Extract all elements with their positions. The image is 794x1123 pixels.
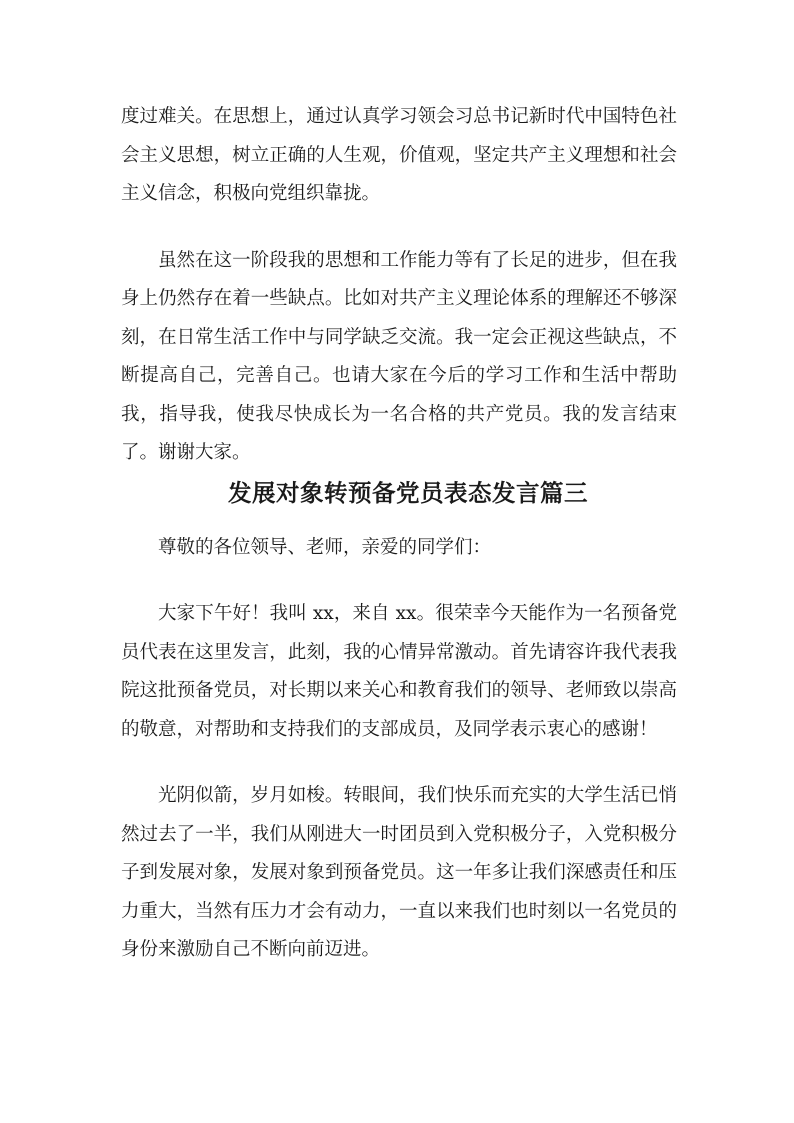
paragraph-shortcomings: 虽然在这一阶段我的思想和工作能力等有了长足的进步，但在我身上仍然存在着一些缺点。比如对共产主义理论体系的理解还不够深刻，在日常生活工作中与同学缺乏交流。我一定会正视这些缺点，不断提高自己，完善自己。也请大家在今后的学习工作和生活中帮助我，指导我，使我尽快成长为一名合格的共产党员。我的发言结束了。谢谢大家。 xyxy=(121,249,677,463)
document-body xyxy=(121,98,677,970)
section-heading: 发展对象转预备党员表态发言篇三 xyxy=(228,478,588,507)
heading-gap xyxy=(121,513,677,529)
paragraph-gap xyxy=(121,214,677,242)
paragraph-greeting: 大家下午好！我叫 xx，来自 xx。很荣幸今天能作为一名预备党员代表在这里发言，此刻，我的心情异常激动。首先请容许我代表我院这批预备党员，对长期以来关心和教育我们的领导、老师致以崇高的敬意，对帮助和支持我们的支部成员，及同学表示衷心的感谢！ xyxy=(121,603,677,740)
paragraph-continuation: 度过难关。在思想上，通过认真学习领会习总书记新时代中国特色社会主义思想，树立正确的人生观，价值观，坚定共产主义理想和社会主义信念，积极向党组织靠拢。 xyxy=(121,106,677,204)
paragraph-time-flies: 光阴似箭，岁月如梭。转眼间，我们快乐而充实的大学生活已悄然过去了一半，我们从刚进大一时团员到入党积极分子，入党积极分子到发展对象，发展对象到预备党员。这一年多让我们深感责任和压力重大，当然有压力才会有动力，一直以来我们也时刻以一名党员的身份来激励自己不断向前迈进。 xyxy=(121,785,677,960)
paragraph-gap xyxy=(121,567,677,595)
paragraph-salutation: 尊敬的各位领导、老师，亲爱的同学们： xyxy=(158,536,492,558)
paragraph-gap xyxy=(121,749,677,777)
